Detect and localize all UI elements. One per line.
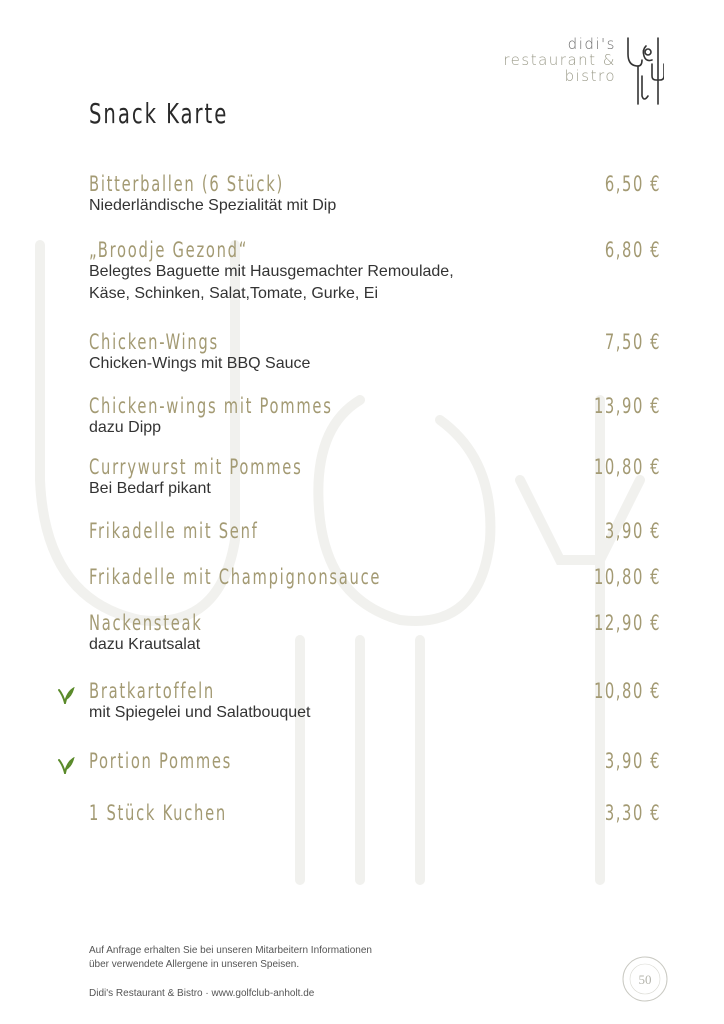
menu-item-price: 7,50 € [604, 330, 661, 354]
menu-item-price: 3,90 € [604, 519, 661, 543]
menu-item-name: Chicken-wings mit Pommes [89, 394, 333, 418]
menu-item-price: 10,80 € [593, 679, 661, 703]
menu-item-price: 10,80 € [593, 455, 661, 479]
restaurant-logo [503, 36, 664, 108]
menu-item [89, 394, 661, 439]
logo-text [503, 36, 616, 84]
menu-item-name: Bitterballen (6 Stück) [89, 172, 284, 196]
menu-item-name: Frikadelle mit Senf [89, 519, 259, 543]
menu-item-description: mit Spiegelei und Salatbouquet [89, 704, 311, 721]
allergen-note-line-2: über verwendete Allergene in unseren Speisen. [89, 959, 300, 970]
menu-item [89, 679, 661, 724]
menu-item [89, 565, 661, 589]
menu-item-name: Chicken-Wings [89, 330, 219, 354]
menu-item-price: 3,90 € [604, 749, 661, 773]
menu-item-description: Belegtes Baguette mit Hausgemachter Remoulade, Käse, Schinken, Salat,Tomate, Gurke, Ei [89, 263, 454, 302]
menu-item-name: Currywurst mit Pommes [89, 455, 303, 479]
menu-item-price: 6,50 € [604, 172, 661, 196]
menu-item-name: 1 Stück Kuchen [89, 801, 227, 825]
menu-item-description: Niederländische Spezialität mit Dip [89, 197, 337, 214]
menu-item [89, 749, 661, 773]
menu-item-name: Frikadelle mit Champignonsauce [89, 565, 382, 589]
menu-item [89, 519, 661, 543]
menu-item [89, 330, 661, 375]
glass-fork-icon [624, 36, 664, 108]
menu-item-description: dazu Dipp [89, 419, 162, 436]
menu-item-description: Bei Bedarf pikant [89, 480, 211, 497]
logo-line-2: restaurant & [503, 51, 616, 69]
logo-line-1: didi's [567, 35, 616, 53]
menu-item [89, 801, 661, 825]
menu-item-name: Bratkartoffeln [89, 679, 215, 703]
allergen-note-line-1: Auf Anfrage erhalten Sie bei unseren Mitarbeitern Informationen [89, 945, 372, 956]
menu-item-description: Chicken-Wings mit BBQ Sauce [89, 355, 311, 372]
golfclub-50-seal [620, 954, 670, 1004]
menu-item-price: 13,90 € [593, 394, 661, 418]
menu-item-price: 3,30 € [604, 801, 661, 825]
menu-item-price: 6,80 € [604, 238, 661, 262]
page-title: Snack Karte [89, 97, 229, 130]
menu-item-name: Nackensteak [89, 611, 203, 635]
menu-item [89, 455, 661, 500]
menu-item [89, 238, 661, 305]
footer-website: Didi's Restaurant & Bistro · www.golfclub-anholt.de [89, 988, 315, 999]
logo-line-3: bistro [564, 67, 616, 85]
menu-item-price: 12,90 € [593, 611, 661, 635]
svg-text:50: 50 [638, 972, 652, 987]
menu-item [89, 172, 661, 217]
menu-item [89, 611, 661, 656]
allergen-note [89, 944, 372, 972]
menu-item-name: „Broodje Gezond“ [89, 238, 249, 262]
vegetarian-leaf-icon [57, 687, 75, 705]
menu-item-name: Portion Pommes [89, 749, 233, 773]
menu-item-price: 10,80 € [593, 565, 661, 589]
vegetarian-leaf-icon [57, 757, 75, 775]
menu-item-description: dazu Krautsalat [89, 636, 201, 653]
